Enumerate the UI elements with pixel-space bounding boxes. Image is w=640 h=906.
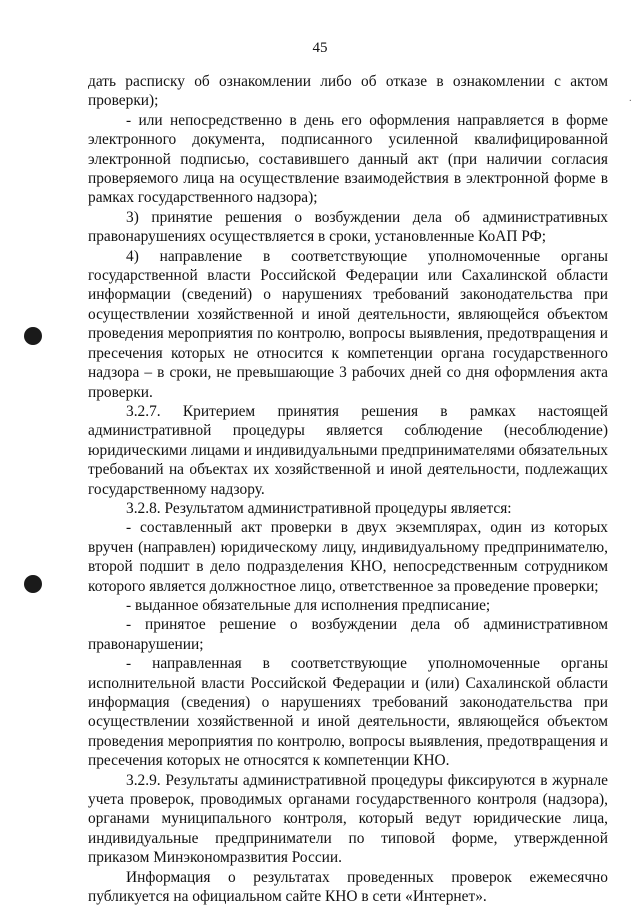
paragraph: - принятое решение о возбуждении дела об административном правонарушении;: [88, 616, 608, 653]
paragraph: 3) принятие решения о возбуждении дела об административных правонарушениях осуществляется в сроки, установленные КоАП РФ;: [88, 208, 608, 246]
scan-dot-mark: ·: [628, 96, 632, 107]
paragraph: 3.2.9. Результаты административной процедуры фиксируются в журнале учета проверок, проводимых органами государственного контроля (надзора), органами муниципального контроля, который ведут юридические лица, индивидуальные предприниматели по типовой форме, утвержденной приказом Минэкономразвития России.: [88, 771, 608, 867]
paragraph: 4) направление в соответствующие уполномоченные органы государственной власти Российской Федерации или Сахалинской области информации (сведений) о нарушениях требований законодательства при осуществлении хозяйственной и иной деятельности, являющейся объектом проведения мероприятия по контролю, вопросы выявления, предотвращения и пресечения которых не относится к компетенции органа государственного надзора – в сроки, не превышающие 3 рабочих дней со дня оформления акта проверки.: [88, 247, 608, 401]
document-body: [88, 72, 608, 906]
page-number: 45: [312, 40, 328, 56]
punch-hole-mark: [24, 327, 42, 345]
paragraph: - направленная в соответствующие уполномоченные органы исполнительной власти Российской Федерации и (или) Сахалинской области информация (сведения) о нарушениях требований законодательства при осуществлении хозяйственной и иной деятельности, являющейся объектом проведения мероприятия по контролю, вопросы выявления, предотвращения и пресечения которых не относятся к компетенции КНО.: [88, 655, 608, 770]
paragraph: 3.2.8. Результатом административной процедуры является:: [126, 499, 512, 517]
paragraph: - выданное обязательные для исполнения предписание;: [126, 596, 491, 614]
punch-hole-mark: [24, 575, 42, 593]
paragraph: - или непосредственно в день его оформления направляется в форме электронного документа, подписанного усиленной квалифицированной электронной подписью, составившего данный акт (при наличии согласия проверяемого лица на осуществление взаимодействия в электронной форме в рамках государственного надзора);: [88, 111, 608, 207]
paragraph: Информация о результатах проведенных проверок ежемесячно публикуется на официальном сайте КНО в сети «Интернет».: [88, 868, 608, 906]
paragraph: - составленный акт проверки в двух экземплярах, один из которых вручен (направлен) юридическому лицу, индивидуальному предпринимателю, второй подшит в дело подразделения КНО, непосредственным сотрудником которого является должностное лицо, ответственное за проведение проверки;: [88, 519, 608, 595]
paragraph: дать расписку об ознакомлении либо об отказе в ознакомлении с актом проверки);: [88, 73, 608, 110]
paragraph: 3.2.7. Критерием принятия решения в рамках настоящей административной процедуры является соблюдение (несоблюдение) юридическими лицами и индивидуальными предпринимателями обязательных требований на объектах их хозяйственной и иной деятельности, подлежащих государственному надзору.: [88, 402, 608, 498]
